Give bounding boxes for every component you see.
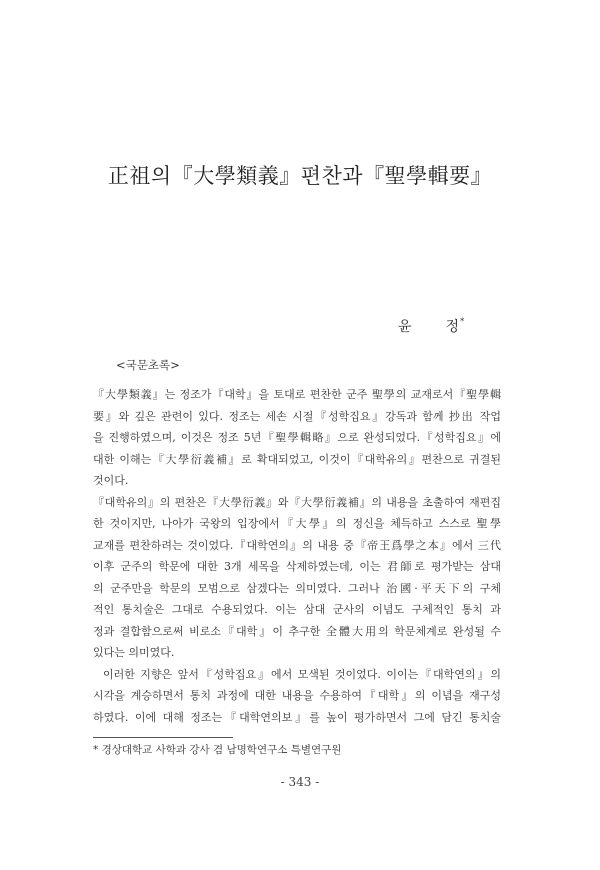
- abstract-line: 정과 결합함으로써 비로소『대학』이 추구한 全體大用의 학문체계로 완성될 수: [93, 624, 501, 638]
- abstract-line: 『大學類義』는 정조가『대학』을 토대로 편찬한 군주 聖學의 교재로서『聖學輯: [93, 388, 501, 401]
- abstract-line: 교재를 편찬하려는 것이었다.『대학연의』의 내용 중『帝王爲學之本』에서 三代: [93, 538, 501, 552]
- abstract-body: [93, 384, 501, 728]
- abstract-line: 을 진행하였으며, 이것은 정조 5년『聖學輯略』으로 완성되었다.『성학집요』에: [93, 431, 501, 444]
- abstract-line: 『대학유의』의 편찬은『大學衍義』와『大學衍義補』의 내용을 초출하여 재편집: [93, 495, 501, 509]
- abstract-line: 의 군주만을 학문의 모범으로 삼겠다는 의미였다. 그러나 治國·平天下의 구체: [93, 581, 501, 595]
- abstract-line: 한 것이지만, 나아가 국왕의 입장에서『大學』의 정신을 체득하고 스스로 聖學: [93, 517, 501, 530]
- abstract-line: 이러한 지향은 앞서『성학집요』에서 모색된 것이었다. 이이는『대학연의』의: [103, 667, 501, 681]
- abstract-line: 있다는 의미였다.: [93, 646, 175, 659]
- abstract-heading: <국문초록>: [116, 358, 180, 372]
- paper-title: 正祖의『大學類義』편찬과『聖學輯要』: [107, 164, 493, 188]
- abstract-line: 이후 군주의 학문에 대한 3개 세목을 삭제하였는데, 이는 君師로 평가받는 삼대: [93, 560, 501, 573]
- author-family-name: 정: [445, 319, 460, 335]
- page-number: - 343 -: [280, 775, 320, 789]
- abstract-line: 시각을 계승하면서 통치 과정에 대한 내용을 수용하여『대학』의 이념을 재구성: [93, 689, 501, 702]
- abstract-line: 하였다. 이에 대해 정조는『대학연의보』를 높이 평가하면서 그에 담긴 통치술: [93, 710, 501, 724]
- author-given-name: 윤: [398, 319, 412, 335]
- abstract-line: 적인 통치술은 그대로 수용되었다. 이는 삼대 군사의 이념도 구체적인 통치 과: [93, 603, 501, 616]
- abstract-line: 대한 이해는『大學衍義補』로 확대되었고, 이것이『대학유의』편찬으로 귀결된: [93, 452, 501, 466]
- footnote-divider: [93, 737, 233, 738]
- author-footnote-mark: *: [460, 317, 465, 326]
- abstract-line: 것이다.: [93, 474, 129, 487]
- abstract-line: 要』와 깊은 관련이 있다. 정조는 세손 시절『성학집요』강독과 함께 抄出 작업: [93, 409, 501, 423]
- author-affiliation-footnote: * 경상대학교 사학과 강사 겸 남명학연구소 특별연구원: [93, 744, 342, 756]
- author-name: [398, 316, 464, 336]
